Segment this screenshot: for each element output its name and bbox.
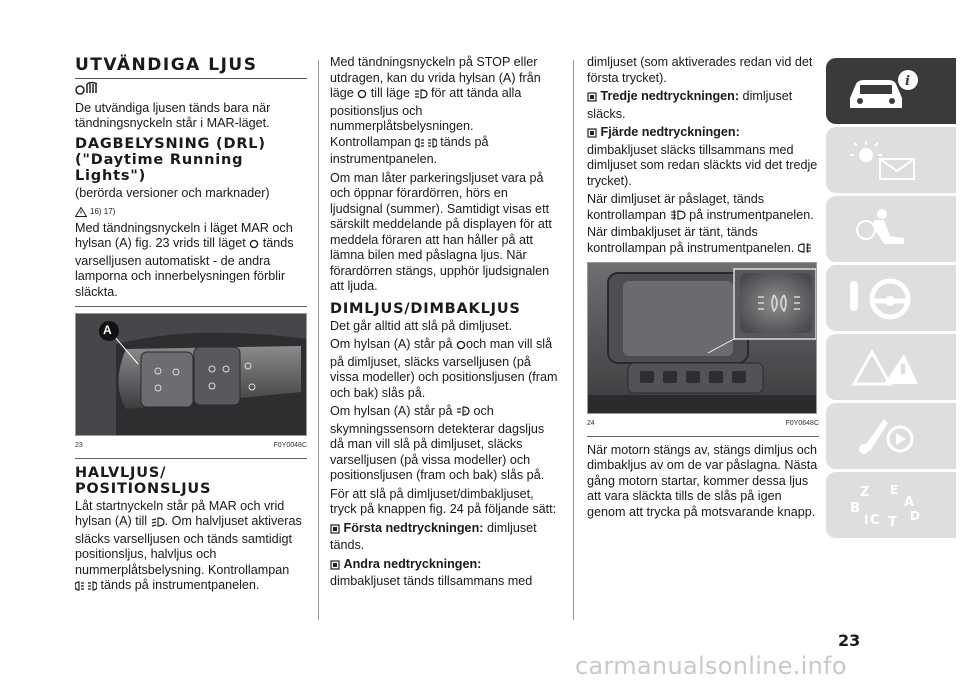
tab-index[interactable] [826, 472, 956, 538]
column-3 [587, 55, 819, 523]
paragraph-intro: De utvändiga ljusen tänds bara när tändningsnyckeln står i MAR-läget. [75, 100, 271, 130]
section-heading-drl: DAGBELYSNING (DRL) ("Daytime Running Lights") [75, 135, 266, 184]
divider [75, 306, 307, 307]
step-bullet-icon [587, 91, 597, 107]
figure-24-fog-button [587, 262, 817, 414]
position-lights-icon [75, 580, 97, 596]
section-heading-fog-lights: DIMLJUS/DIMBAKLJUS [330, 300, 521, 317]
paragraph-versions: (berörda versioner och marknader) [75, 185, 270, 200]
steering-wheel-icon [844, 275, 924, 321]
paragraph-drl: Med tändningsnyckeln i läget MAR och hylsan (A) fig. 23 vrids till läget tänds varselljusen automatiskt - de andra lamporna och innerbelysningen förblir släckta. [75, 220, 294, 299]
step-first-press: Första nedtryckningen: dimljuset tänds. [330, 520, 537, 552]
tab-emergency[interactable] [826, 334, 956, 400]
paragraph-fog-drl: Om hylsan (A) står på och man vill slå på dimljuset, släcks varselljusen (på vissa modeller) och positionsljusen (fram och bak) slås på. [330, 337, 558, 400]
front-fog-light-icon [670, 209, 686, 226]
figure-23-light-stalk [75, 313, 307, 436]
column-separator [318, 60, 319, 620]
tab-starting-driving[interactable] [826, 265, 956, 331]
index-letter-d: D [910, 509, 920, 523]
index-letter-t: T [888, 515, 897, 528]
index-letter-i: I [864, 513, 869, 527]
index-letter-b: B [850, 501, 860, 516]
figure-code: F0Y0048C [273, 442, 307, 449]
paragraph-fog-button: För att slå på dimljuset/dimbakljuset, tryck på knappen fig. 24 på följande sätt: [330, 486, 557, 516]
step-second-press: Andra nedtryckningen: dimbakljuset tänds tillsammans med [330, 556, 533, 588]
chapter-sidebar [826, 58, 956, 541]
position-lights-icon [414, 88, 428, 104]
paragraph-position-lights: Med tändningsnyckeln på STOP eller utdragen, kan du vrida hylsan (A) från läge till läge för att tända alla positionsljus och nummerplåtsbelysningen. Kontrollampan tänds på instrumentpanelen. [330, 55, 541, 166]
tab-warning-lights[interactable] [826, 127, 956, 193]
paragraph-fog-cont: dimljuset (som aktiverades redan vid det första trycket). [587, 55, 813, 85]
warning-refs-text: 16) 17) [90, 207, 116, 216]
figure-24-caption [587, 416, 819, 432]
step-bullet-icon [330, 559, 340, 575]
step-bullet-icon [587, 127, 597, 143]
airbag-seat-icon [844, 206, 924, 252]
section-heading-low-beam: HALVLJUS/ POSITIONSLJUS [75, 464, 212, 497]
paragraph-fog-warning-lights: När dimljuset är påslaget, tänds kontrollampan på instrumentpanelen. När dimbakljuset är tänt, tänds kontrollampan på instrumentpanelen. [587, 192, 819, 258]
step-third-press: Tredje nedtryckningen: dimljuset släcks. [587, 89, 793, 121]
figure-23-caption [75, 438, 307, 454]
car-info-icon [844, 68, 924, 114]
index-letter-c: C [870, 513, 880, 528]
figure-number: 24 [587, 420, 595, 427]
svg-text:i: i [905, 74, 910, 89]
section-heading-exterior-lights: UTVÄNDIGA LJUS [75, 55, 307, 79]
auto-lights-icon [456, 405, 470, 422]
off-position-icon [357, 88, 367, 104]
warning-lights-icon [844, 137, 924, 183]
step-fourth-press: Fjärde nedtryckningen: dimbakljuset släcks tillsammans med dimljuset som redan släckts vid det tredje trycket). [587, 125, 818, 188]
divider [75, 458, 307, 459]
low-beam-icon [151, 516, 165, 532]
tab-safety[interactable] [826, 196, 956, 262]
index-letter-e: E [890, 483, 899, 497]
paragraph-fog-auto: Om hylsan (A) står på A och skymningssensorn detekterar dagsljus då man vill slå på dimljuset, släcks varselljusen (på vissa modeller) och positionsljusen (fram och bak) slås på. [330, 404, 545, 482]
warning-triangle-icon [844, 344, 924, 390]
tab-multimedia[interactable] [826, 403, 956, 469]
divider [587, 436, 819, 437]
paragraph-buzzer: Om man låter parkeringsljuset vara på och öppnar förardörren, hörs en ljudsignal (summer). Samtidigt visas ett särskilt meddelande på displayen för att meddela föraren att han håller på att lämna bilen med påslagna ljus. När förardörren stängs, upphör ljudsignalen att ljuda. [330, 170, 552, 293]
column-2 [330, 55, 558, 593]
drl-off-symbol-icon [249, 238, 259, 254]
drl-symbol-icon [456, 339, 466, 355]
column-1 [75, 55, 307, 599]
position-lights-warning-icon [415, 137, 437, 153]
index-letters-icon [844, 482, 924, 528]
paragraph-fog-always: Det går alltid att slå på dimljuset. [330, 318, 512, 333]
tab-car-info[interactable] [826, 58, 956, 124]
figure-number: 23 [75, 442, 83, 449]
figure-code: F0Y0648C [785, 420, 819, 427]
paragraph-engine-off: När motorn stängs av, stängs dimljus och dimbakljus av om de var påslagna. Nästa gång motorn startar, kommer dessa ljus att vara släckta tills de slås på igen genom att trycka på motsvarande knapp. [587, 442, 818, 519]
warning-triangle-icon [75, 207, 87, 217]
figure-callout-label: A [103, 323, 112, 337]
rear-fog-light-icon [798, 242, 812, 259]
step-bullet-icon [330, 523, 340, 539]
settings-lights-icon [75, 81, 307, 100]
column-separator [573, 60, 574, 620]
warning-reference [75, 204, 307, 220]
svg-text:A: A [463, 409, 467, 414]
watermark: carmanualsonline.info [575, 652, 847, 680]
index-letter-z: Z [860, 485, 870, 500]
page-number: 23 [838, 631, 861, 650]
paragraph-low-beam: Låt startnyckeln står på MAR och vrid hylsan (A) till . Om halvljuset aktiveras släcks varselljusen och tänds samtidigt positionsljus, halvljus och nummerplåtsbelysning. Kontrollampan tänds på instrumentpanelen. [75, 499, 307, 596]
music-nav-icon [844, 413, 924, 459]
index-letter-a: A [904, 495, 915, 510]
